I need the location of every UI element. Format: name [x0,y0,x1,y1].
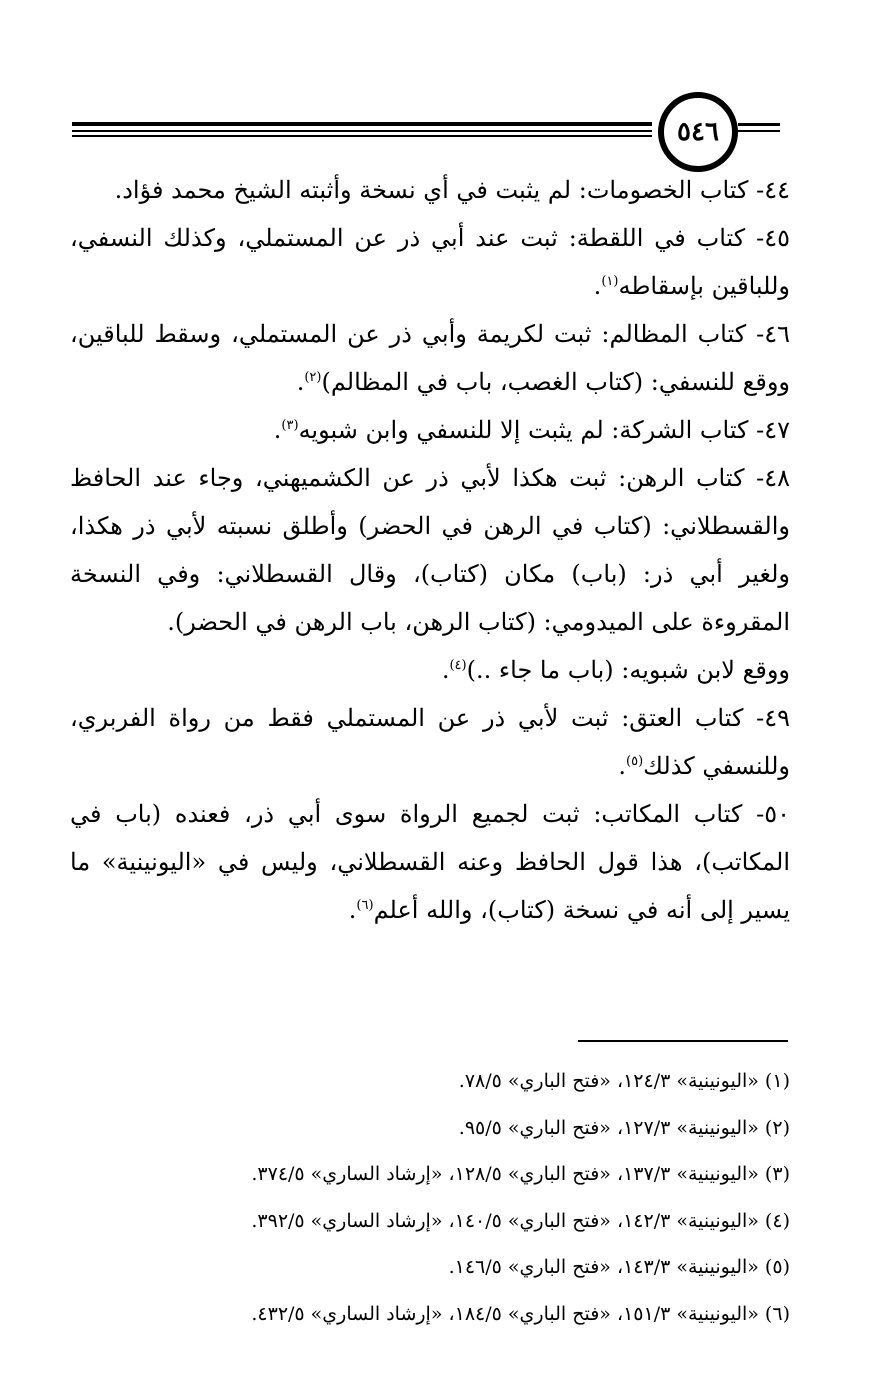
footnote-2: (٢) «اليونينية» ١٢٧/٣، «فتح الباري» ٩٥/٥. [458,1116,790,1139]
footnote-ref[interactable]: (١) [601,274,619,289]
paragraph-50: ٥٠- كتاب المكاتب: ثبت لجميع الرواة سوى أبي ذر، فعنده (باب في المكاتب)، هذا قول الحافظ وعنه القسطلاني، وليس في «اليونينية» ما يسير إلى أنه في نسخة (كتاب)، والله أعلم$^{(٦)}$. [70,800,790,924]
paragraph-48: ٤٨- كتاب الرهن: ثبت هكذا لأبي ذر عن الكشميهني، وجاء عند الحافظ والقسطلاني: (كتاب في الرهن في الحضر) وأطلق نسبته لأبي ذر هكذا، ولغير أبي ذر: (باب) مكان (كتاب)، وقال القسطلاني: وفي النسخة المقروءة على الميدومي: (كتاب الرهن، باب الرهن في الحضر). [70,464,790,636]
footnote-5: (٥) «اليونينية» ١٤٣/٣، «فتح الباري» ١٤٦/٥. [448,1256,790,1278]
footnote-ref[interactable]: (٤) [449,658,467,673]
footnote-3: (٣) «اليونينية» ١٣٧/٣، «فتح الباري» ١٢٨/٥، «إرشاد الساري» ٣٧٤/٥. [251,1163,790,1185]
footnote-4: (٤) «اليونينية» ١٤٢/٣، «فتح الباري» ١٤٠/٥، «إرشاد الساري» ٣٩٢/٥. [251,1209,790,1232]
footnotes [70,1058,790,1337]
main-text [70,166,790,934]
footnote-ref[interactable]: (٥) [626,754,644,769]
paragraph-48-note: ووقع لابن شبويه: (باب ما جاء ..)$^{(٤)}$. [441,656,790,684]
header-rule-tail [738,130,780,132]
footnote-separator [578,1040,788,1042]
footnote-1: (١) «اليونينية» ١٢٤/٣، «فتح الباري» ٧٨/٥. [458,1070,790,1092]
header-rule-tail [738,123,780,126]
paragraph-49: ٤٩- كتاب العتق: ثبت لأبي ذر عن المستملي فقط من رواة الفربري، وللنسفي كذلك$^{(٥)}$. [70,704,790,780]
paragraph-46: ٤٦- كتاب المظالم: ثبت لكريمة وأبي ذر عن المستملي، وسقط للباقين، ووقع للنسفي: (كتاب الغصب، باب في المظالم)$^{(٢)}$. [70,320,791,396]
footnote-6: (٦) «اليونينية» ١٥١/٣، «فتح الباري» ١٨٤/٥، «إرشاد الساري» ٤٣٢/٥. [251,1302,790,1325]
footnote-ref[interactable]: (٢) [304,370,322,385]
page-number: ٥٤٦ [658,92,738,172]
paragraph-44: ٤٤- كتاب الخصومات: لم يثبت في أي نسخة وأثبته الشيخ محمد فؤاد. [114,176,790,204]
header-rule-thin [72,135,652,137]
footnote-ref[interactable]: (٦) [356,898,374,913]
paragraph-45: ٤٥- كتاب في اللقطة: ثبت عند أبي ذر عن المستملي، وكذلك النسفي، وللباقين بإسقاطه$^{(١)}$. [70,224,790,300]
paragraph-47: ٤٧- كتاب الشركة: لم يثبت إلا للنسفي وابن شبويه$^{(٣)}$. [273,416,790,444]
header-rule-thick [72,122,652,126]
footnote-ref[interactable]: (٣) [281,418,299,433]
header-rule-thin [72,130,652,132]
